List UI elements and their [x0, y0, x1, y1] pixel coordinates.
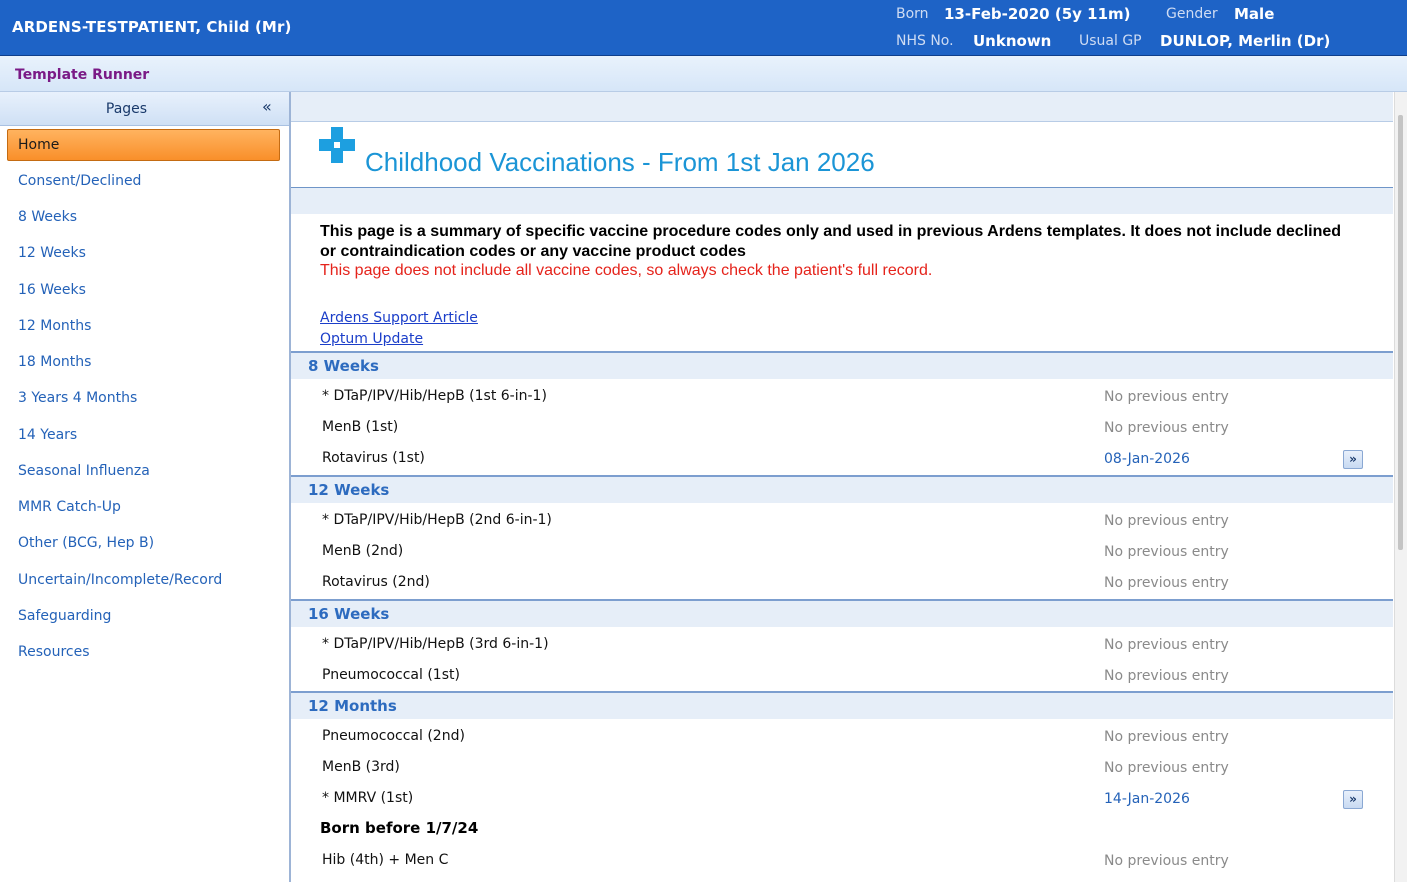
sidebar-item-consent-declined[interactable]: Consent/Declined	[18, 173, 142, 189]
gender-label: Gender	[1166, 6, 1218, 22]
vaccine-label: MenB (3rd)	[322, 759, 400, 775]
sidebar-item-14-years[interactable]: 14 Years	[18, 427, 78, 443]
pages-title: Pages	[105, 101, 148, 117]
app-title-bar	[0, 56, 1407, 92]
sidebar-item-16-weeks[interactable]: 16 Weeks	[18, 282, 86, 298]
sidebar-item-18-months[interactable]: 18 Months	[18, 354, 92, 370]
vaccine-value: No previous entry	[1104, 853, 1229, 869]
vaccine-value: No previous entry	[1104, 637, 1229, 653]
sidebar-item-12-weeks[interactable]: 12 Weeks	[18, 245, 86, 261]
born-before-subheading: Born before 1/7/24	[320, 819, 479, 837]
born-value: 13-Feb-2020 (5y 11m)	[944, 5, 1131, 23]
page-title: Childhood Vaccinations - From 1st Jan 2026	[365, 147, 875, 177]
patient-name: ARDENS-TESTPATIENT, Child (Mr)	[12, 18, 292, 36]
nhs-value: Unknown	[973, 32, 1052, 50]
view-entry-button[interactable]: »	[1343, 450, 1363, 469]
vaccine-date: 08-Jan-2026	[1104, 451, 1190, 467]
medical-cross-icon	[319, 127, 355, 163]
collapse-sidebar-icon[interactable]: «	[262, 97, 272, 116]
vaccine-value: No previous entry	[1104, 729, 1229, 745]
sidebar-item-label: Home	[18, 137, 60, 153]
vaccine-label: Pneumococcal (1st)	[322, 667, 460, 683]
pages-header	[0, 92, 289, 126]
sidebar-item-resources[interactable]: Resources	[18, 644, 90, 660]
gender-value: Male	[1234, 5, 1275, 23]
summary-text: This page is a summary of specific vaccine procedure codes only and used in previous Ardens templates. It does not include declined or contraindication codes or any vaccine product codes	[320, 223, 1342, 260]
scrollbar-thumb[interactable]	[1398, 115, 1403, 550]
sidebar-item-8-weeks[interactable]: 8 Weeks	[18, 209, 78, 225]
sidebar-item-home[interactable]	[7, 129, 280, 161]
page-top-band	[291, 92, 1393, 122]
vaccine-label: * MMRV (1st)	[322, 790, 414, 806]
vaccine-label: * DTaP/IPV/Hib/HepB (1st 6-in-1)	[322, 388, 547, 404]
heading-band	[291, 188, 1393, 214]
vaccine-label: Pneumococcal (2nd)	[322, 728, 465, 744]
sidebar-item-uncertain-incomplete-record[interactable]: Uncertain/Incomplete/Record	[18, 572, 223, 588]
section-header-12-months	[291, 691, 1393, 719]
vaccine-value: No previous entry	[1104, 668, 1229, 684]
usual-gp-label: Usual GP	[1079, 33, 1142, 49]
usual-gp-value: DUNLOP, Merlin (Dr)	[1160, 32, 1331, 50]
vaccine-value: No previous entry	[1104, 513, 1229, 529]
vaccine-value: No previous entry	[1104, 575, 1229, 591]
pages-sidebar	[0, 92, 291, 882]
ardens-support-article-link[interactable]: Ardens Support Article	[320, 310, 478, 326]
vaccine-value: No previous entry	[1104, 420, 1229, 436]
nhs-label: NHS No.	[896, 33, 954, 49]
section-title: 12 Months	[308, 697, 397, 715]
sidebar-item-mmr-catch-up[interactable]: MMR Catch-Up	[18, 499, 121, 515]
vaccine-label: Rotavirus (2nd)	[322, 574, 430, 590]
vaccine-label: MenB (1st)	[322, 419, 399, 435]
section-header-8-weeks	[291, 351, 1393, 379]
section-header-16-weeks	[291, 599, 1393, 627]
warning-text: This page does not include all vaccine codes, so always check the patient's full record.	[320, 262, 933, 279]
sidebar-item-safeguarding[interactable]: Safeguarding	[18, 608, 112, 624]
vaccine-value: No previous entry	[1104, 760, 1229, 776]
sidebar-item-12-months[interactable]: 12 Months	[18, 318, 92, 334]
born-label: Born	[896, 6, 929, 22]
sidebar-item-seasonal-influenza[interactable]: Seasonal Influenza	[18, 463, 150, 479]
optum-update-link[interactable]: Optum Update	[320, 331, 424, 347]
sidebar-item-3-years-4-months[interactable]: 3 Years 4 Months	[18, 390, 138, 406]
section-title: 16 Weeks	[308, 605, 390, 623]
vaccine-label: Rotavirus (1st)	[322, 450, 425, 466]
app-title: Template Runner	[15, 67, 150, 83]
vaccine-label: * DTaP/IPV/Hib/HepB (2nd 6-in-1)	[322, 512, 552, 528]
vaccine-value: No previous entry	[1104, 544, 1229, 560]
template-page	[291, 92, 1393, 882]
vaccine-value: No previous entry	[1104, 389, 1229, 405]
patient-banner	[0, 0, 1407, 56]
section-header-12-weeks	[291, 475, 1393, 503]
vaccine-label: * DTaP/IPV/Hib/HepB (3rd 6-in-1)	[322, 636, 549, 652]
view-entry-button[interactable]: »	[1343, 790, 1363, 809]
sidebar-item-other-bcg-hep-b[interactable]: Other (BCG, Hep B)	[18, 535, 155, 551]
vaccine-date: 14-Jan-2026	[1104, 791, 1190, 807]
vaccine-label: Hib (4th) + Men C	[322, 852, 449, 868]
section-title: 12 Weeks	[308, 481, 390, 499]
vaccine-label: MenB (2nd)	[322, 543, 404, 559]
section-title: 8 Weeks	[308, 357, 379, 375]
